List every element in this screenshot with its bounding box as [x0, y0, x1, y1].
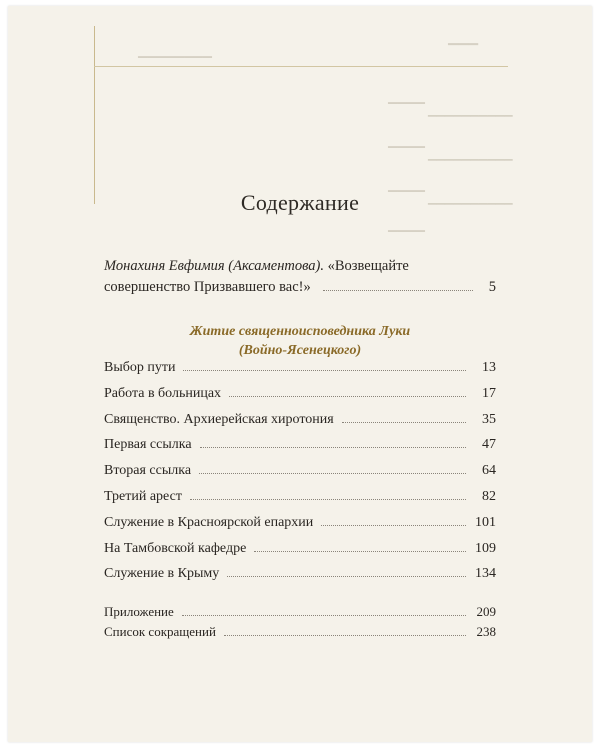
- book-page: [8, 6, 592, 742]
- intro-page-number: 5: [488, 279, 496, 295]
- toc-entry-page: 134: [475, 566, 496, 582]
- section-heading: [8, 322, 592, 360]
- dot-leader: [182, 615, 466, 616]
- toc-entry-page: 47: [482, 437, 496, 453]
- toc-entry: [104, 360, 496, 386]
- toc-entry-label: Первая ссылка: [104, 437, 192, 453]
- bleed-through-text: ▁▁▁▁: [388, 218, 425, 232]
- intro-author: Монахиня Евфимия (Аксаментова).: [104, 258, 325, 274]
- intro-quote-start: «Возвещайте: [327, 258, 409, 274]
- toc-entry-label: Выбор пути: [104, 360, 176, 375]
- bleed-through-text: ▁▁▁▁▁▁▁▁▁▁: [428, 193, 513, 205]
- dot-leader: [200, 447, 466, 448]
- toc-entry: [104, 386, 496, 412]
- bleed-through-text: ▁▁▁▁: [388, 90, 425, 104]
- bleed-through-text: ▁▁▁▁: [388, 178, 425, 192]
- toc-entry-page: 35: [482, 411, 496, 427]
- bleed-through-text: ▁▁▁▁▁▁▁▁▁▁: [428, 149, 513, 161]
- toc-entry-label: Священство. Архиерейская хиротония: [104, 411, 334, 427]
- appendix-entry: [104, 604, 496, 624]
- toc-entry: [104, 463, 496, 489]
- toc-entry-label: Вторая ссылка: [104, 463, 192, 479]
- toc-entry-page: 109: [475, 540, 496, 556]
- decorative-frame-line: [94, 26, 95, 204]
- toc-entry-page: 101: [475, 514, 496, 530]
- bleed-through-text: ▁▁▁▁: [388, 134, 425, 148]
- appendix-entry-page: 209: [476, 604, 496, 619]
- dot-leader: [321, 525, 466, 526]
- toc-entry: [104, 541, 496, 567]
- toc-entry: [104, 437, 496, 463]
- dot-leader: [224, 635, 466, 636]
- toc-entry-label: Служение в Крыму: [104, 566, 220, 582]
- intro-line-1: [104, 256, 496, 277]
- toc-entry: [104, 489, 496, 515]
- toc-entry-page: 64: [482, 463, 496, 479]
- dot-leader: [254, 551, 466, 552]
- bleed-through-text: ▁▁▁: [448, 30, 478, 45]
- section-heading-line-2: (Войно-Ясенецкого): [238, 343, 362, 358]
- dot-leader: [342, 422, 466, 423]
- appendix-list: [104, 604, 496, 644]
- dot-leader: [183, 370, 466, 371]
- toc-list: [104, 360, 496, 592]
- toc-entry: [104, 515, 496, 541]
- toc-entry-label: Третий арест: [104, 488, 182, 504]
- bleed-through-text: ▁▁▁▁▁▁▁▁: [138, 44, 212, 58]
- intro-entry: [104, 256, 496, 298]
- dot-leader: [227, 576, 466, 577]
- toc-entry-label: Работа в больницах: [104, 385, 222, 401]
- appendix-entry: [104, 624, 496, 644]
- bleed-through-text: ▁▁▁▁▁▁▁▁▁▁: [428, 105, 513, 117]
- toc-entry-page: 13: [482, 360, 496, 375]
- appendix-entry-label: Список сокращений: [104, 624, 216, 639]
- intro-quote-end: совершенство Призвавшего вас!»: [104, 279, 311, 295]
- toc-entry: [104, 566, 496, 592]
- intro-line-2: [104, 277, 496, 298]
- section-heading-line-1: Житие священноисповедника Луки: [189, 324, 411, 339]
- toc-entry-page: 82: [482, 488, 496, 504]
- page-title: Содержание: [240, 190, 360, 215]
- appendix-entry-page: 238: [476, 624, 496, 639]
- toc-entry-label: Служение в Красноярской епархии: [104, 514, 314, 530]
- decorative-frame-line: [94, 66, 508, 67]
- dot-leader: [190, 499, 466, 500]
- dot-leader: [199, 473, 466, 474]
- dot-leader: [323, 290, 473, 291]
- dot-leader: [229, 396, 466, 397]
- toc-entry-label: На Тамбовской кафедре: [104, 540, 247, 556]
- toc-entry-page: 17: [482, 385, 496, 401]
- appendix-entry-label: Приложение: [104, 604, 174, 619]
- toc-entry: [104, 412, 496, 438]
